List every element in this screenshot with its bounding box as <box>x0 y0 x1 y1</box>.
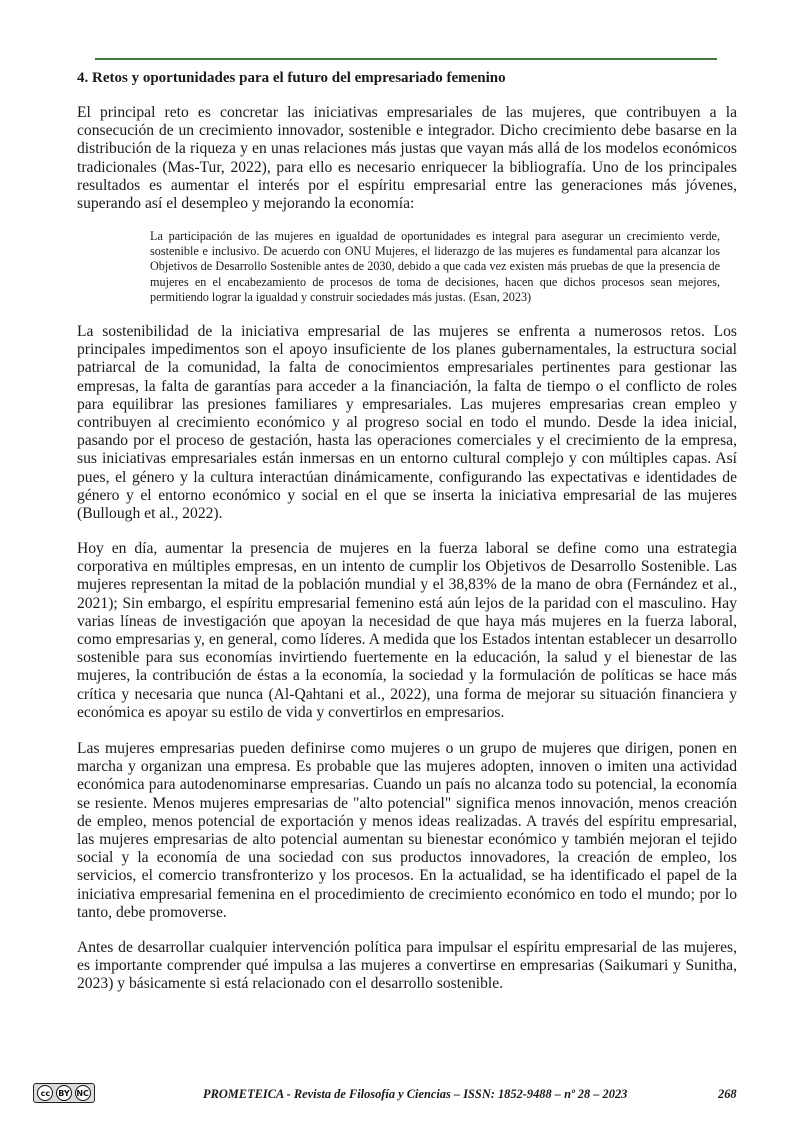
header-rule <box>95 58 717 60</box>
cc-license-badge <box>33 1083 95 1103</box>
paragraph-4: Las mujeres empresarias pueden definirse como mujeres o un grupo de mujeres que dirigen, ponen en marcha y organizan una empresa. Es probable que las mujeres adopten, innoven o imiten una actividad económica para autodenominarse empresarias. Cuando un país no alcanza todo su potencial, la economía se resiente. Menos mujeres empresarias de "alto potencial" significa menos innovación, menos creación de empleo, menos potencial de exportación y menos ideas realizadas. A través del espíritu empresarial, las mujeres empresarias de alto potencial aumentan su bienestar económico y también mejoran el tejido social y la economía de una sociedad con sus productos innovadores, la creación de empleo, los servicios, el comercio transfronterizo y los procesos. En la actualidad, se ha identificado el papel de la iniciativa empresarial femenina en el procedimiento de crecimiento económico en todo el mundo; por lo tanto, debe promoverse. <box>77 740 737 921</box>
paragraph-5: Antes de desarrollar cualquier intervención política para impulsar el espíritu empresarial de las mujeres, es importante comprender qué impulsa a las mujeres a convertirse en empresarias (Saikumari y Sunitha, 2023) y básicamente si está relacionado con el desarrollo sostenible. <box>77 939 737 993</box>
paragraph-2: La sostenibilidad de la iniciativa empresarial de las mujeres se enfrenta a numerosos retos. Los principales impedimentos son el apoyo insuficiente de los planes gubernamentales, la estructura social patriarcal de la comunidad, la falta de conocimientos empresariales pertinentes para gestionar las empresas, la falta de garantías para acceder a la financiación, la falta de tiempo o el conflicto de roles para equilibrar las presiones familiares y empresariales. Las mujeres empresarias crean empleo y contribuyen al crecimiento económico y al progreso social en todo el mundo. Desde la idea inicial, pasando por el proceso de gestación, hasta las operaciones comerciales y el crecimiento de la empresa, sus iniciativas empresariales están inmersas en un entorno cultural complejo y con múltiples capas. Así pues, el género y la cultura interactúan dinámicamente, configurando las expectativas e identidades de género y el entorno económico y social en el que se inserta la iniciativa empresarial de las mujeres (Bullough et al., 2022). <box>77 323 737 523</box>
nc-icon: NC <box>75 1085 91 1101</box>
page-number: 268 <box>718 1087 737 1101</box>
section-heading: 4. Retos y oportunidades para el futuro del empresariado femenino <box>77 70 506 86</box>
by-icon: BY <box>56 1085 72 1101</box>
block-quote: La participación de las mujeres en igualdad de oportunidades es integral para asegurar un crecimiento verde, sostenible e inclusivo. De acuerdo con ONU Mujeres, el liderazgo de las mujeres es fundamental para alcanzar los Objetivos de Desarrollo Sostenible antes de 2030, debido a que cada vez existen más pruebas de que la presencia de mujeres en el encabezamiento de procesos de toma de decisiones, hacen que dichos procesos sean mejores, permitiendo lograr la igualdad y construir sociedades más justas. (Esan, 2023) <box>150 229 720 304</box>
cc-icon: cc <box>37 1085 53 1101</box>
paragraph-3: Hoy en día, aumentar la presencia de mujeres en la fuerza laboral se define como una estrategia corporativa en múltiples empresas, en un intento de cumplir los Objetivos de Desarrollo Sostenible. Las mujeres representan la mitad de la población mundial y el 38,83% de la mano de obra (Fernández et al., 2021); Sin embargo, el espíritu empresarial femenino está aún lejos de la paridad con el masculino. Hay varias líneas de investigación que apoyan la necesidad de que haya más mujeres en la fuerza laboral, como empresarias y, en general, como líderes. A medida que los Estados intentan establecer un desarrollo sostenible para sus economías invirtiendo fuertemente en la educación, la salud y el bienestar de las mujeres, la contribución de éstas a la economía, la sociedad y la formulación de políticas se hace más crítica y necesaria que nunca (Al-Qahtani et al., 2022), una forma de mejorar su situación financiera y económica es apoyar su estilo de vida y convertirlos en empresarios. <box>77 540 737 721</box>
paragraph-1: El principal reto es concretar las iniciativas empresariales de las mujeres, que contribuyen a la consecución de un crecimiento innovador, sostenible e integrador. Dicho crecimiento debe basarse en la distribución de la riqueza y en unas relaciones más justas que vayan más allá de los modelos económicos tradicionales (Mas-Tur, 2022), para ello es necesario enriquecer la bibliografía. Uno de los principales resultados es aumentar el interés por el espíritu empresarial entre las generaciones más jóvenes, superando así el desempleo y mejorando la economía: <box>77 104 737 213</box>
journal-footer: PROMETEICA - Revista de Filosofía y Ciencias – ISSN: 1852-9488 – nº 28 – 2023 <box>203 1087 628 1101</box>
